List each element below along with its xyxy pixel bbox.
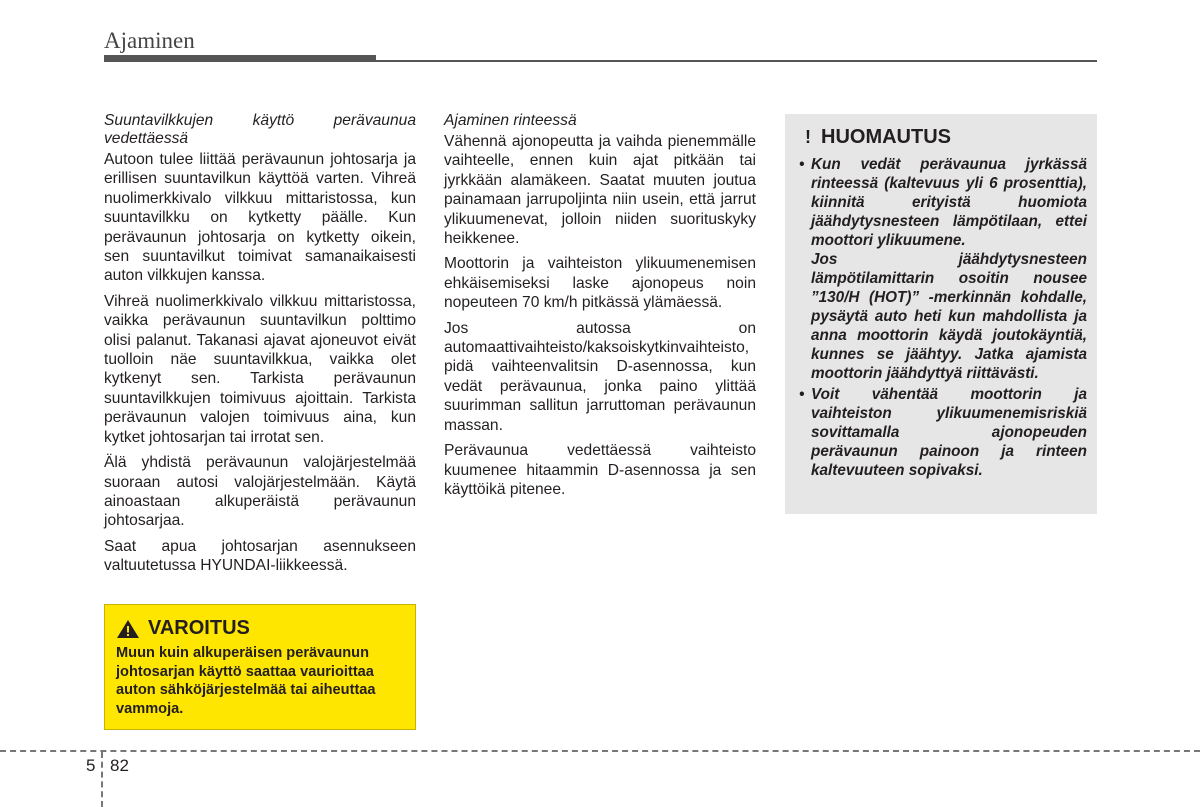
left-paragraph: Autoon tulee liittää perävaunun johtosarja ja erillisen suuntavilkun käyttöä varten. Vihreä nuolimerkkivalo vilkkuu mittaristossa, kun suuntavilkku on kytketty päälle. Kun perävaunun johtosarja on kytketty oikein, sen suuntavilkut toimivat samanaikaisesti auton vilkkujen kanssa. xyxy=(104,151,416,285)
middle-column xyxy=(444,112,756,505)
left-paragraph: Saat apua johtosarjan asennukseen valtuutetussa HYUNDAI-liikkeessä. xyxy=(104,537,416,575)
warning-box xyxy=(104,604,416,730)
warning-text: Muun kuin alkuperäisen perävaunun johtosarjan käyttö saattaa vaurioittaa auton sähköjärjestelmää tai aiheuttaa vammoja. xyxy=(116,645,376,717)
middle-paragraph: Perävaunua vedettäessä vaihteisto kuumenee hitaammin D-asennossa ja sen käyttöikä pitenee. xyxy=(444,442,756,498)
note-item xyxy=(795,385,1087,480)
exclamation-icon: ! xyxy=(805,127,811,147)
page-header-title: Ajaminen xyxy=(104,28,195,53)
footer-rule xyxy=(0,750,1200,752)
left-paragraph: Älä yhdistä perävaunun valojärjestelmää suoraan autosi valojärjestelmään. Käytä ainoastaan alkuperäistä perävaunun johtosarjaa. xyxy=(104,454,416,530)
warning-triangle-icon xyxy=(116,619,140,639)
middle-paragraph: Moottorin ja vaihteiston ylikuumenemisen ehkäisemiseksi laske ajonopeus noin nopeuteen 70 km/h pitkässä ylämäessä. xyxy=(444,255,756,312)
page-number: 82 xyxy=(110,756,129,775)
note-title: HUOMAUTUS xyxy=(821,126,951,148)
note-list xyxy=(795,155,1087,480)
header-bar xyxy=(104,55,376,62)
middle-subhead: Ajaminen rinteessä xyxy=(444,112,577,129)
bullet: • xyxy=(799,386,805,403)
bullet: • xyxy=(799,156,805,173)
left-paragraph: Vihreä nuolimerkkivalo vilkkuu mittaristossa, vaikka perävaunun suuntavilkun polttimo olisi palanut. Takanasi ajavat ajoneuvot eivät tuolloin näe suuntavilkkua, vaikka olet kytkenyt sen. Tarkista perävaunun suuntavilkkujen toimivuus ajoittain. Tarkista perävaunun valojen toimivuus aina, kun kytket johtosarjan tai irrotat sen. xyxy=(104,292,416,446)
note-item xyxy=(795,155,1087,383)
warning-header xyxy=(116,617,404,640)
note-header xyxy=(805,126,1087,149)
middle-paragraph: Vähennä ajonopeutta ja vaihda pienemmälle vaihteelle, ennen kuin ajat pitkään tai jyrkkään alamäkeen. Saatat muuten joutua painamaan jarrupoljinta niin usein, että jarrut ylikuumenevat, jolloin niiden suorituskyky heikkenee. xyxy=(444,133,756,248)
section-number: 5 xyxy=(86,756,96,775)
warning-title: VAROITUS xyxy=(148,617,250,639)
note-box xyxy=(785,114,1097,514)
note-item-extra: Jos jäähdytysnesteen lämpötilamittarin osoitin nousee ”130/H (HOT)” -merkinnän kohdalle, pysäytä auto heti kun mahdollista ja anna moottorin käydä joutokäyntiä, kunnes se jäähtyy. Jatka ajamista moottorin jäähdyttyä riittävästi. xyxy=(811,251,1087,382)
footer-divider xyxy=(101,752,103,807)
left-column xyxy=(104,112,416,582)
note-item-text: Kun vedät perävaunua jyrkässä rinteessä (kaltevuus yli 6 prosenttia), kiinnitä erityistä huomiota jäähdytysnesteen lämpötilaan, ettei moottori ylikuumene. xyxy=(811,156,1087,249)
header-rule xyxy=(376,60,1097,62)
middle-paragraph: Jos autossa on automaattivaihteisto/kaksoiskytkinvaihteisto, pidä vaihteenvalitsin D-asennossa, kun vedät perävaunua, jonka paino ylittää suurimman sallitun jarruttoman perävaunun massan. xyxy=(444,319,756,434)
note-item-text: Voit vähentää moottorin ja vaihteiston ylikuumenemisriskiä sovittamalla ajonopeuden perävaunun painoon ja rinteen kaltevuuteen sopivaksi. xyxy=(811,386,1087,479)
left-subhead: Suuntavilkkujen käyttö perävaunua vedettäessä xyxy=(104,112,416,147)
